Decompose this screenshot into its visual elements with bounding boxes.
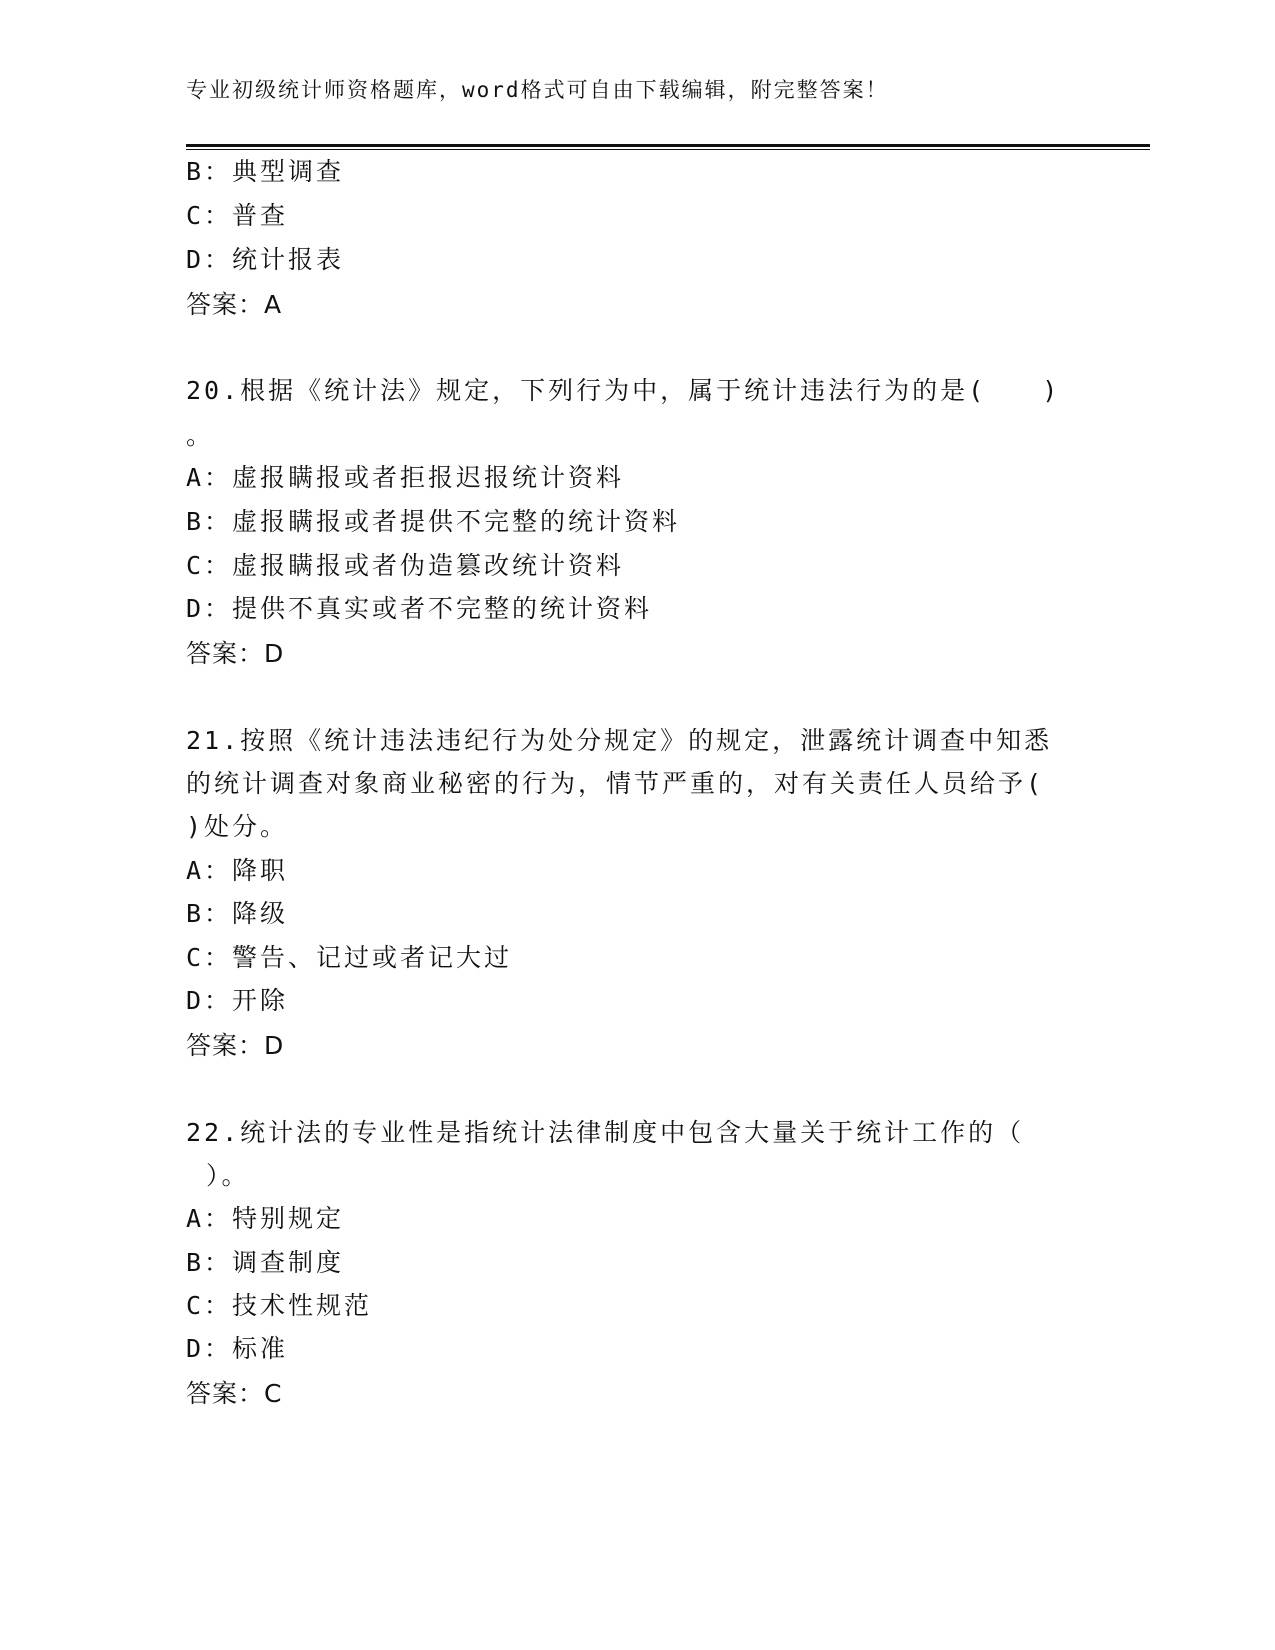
- page-header: 专业初级统计师资格题库，word格式可自由下载编辑，附完整答案！: [186, 78, 889, 102]
- question-21-option-b: B：降级: [186, 899, 289, 928]
- header-rule-thin: [186, 149, 1150, 150]
- question-21-option-d: D：开除: [186, 986, 289, 1015]
- question-20-option-c: C：虚报瞒报或者伪造篡改统计资料: [186, 551, 625, 580]
- question-22-stem-cont: ）。: [206, 1161, 250, 1190]
- question-21-option-a: A：降职: [186, 856, 289, 885]
- question-22-stem: 22.统计法的专业性是指统计法律制度中包含大量关于统计工作的（: [186, 1118, 1025, 1147]
- question-20-answer: 答案：D: [186, 639, 285, 668]
- question-20-stem-cont: 。: [186, 421, 215, 450]
- question-20-option-d: D：提供不真实或者不完整的统计资料: [186, 594, 653, 623]
- answer-line: 答案：A: [186, 290, 283, 319]
- question-22-option-c: C：技术性规范: [186, 1291, 373, 1320]
- question-21-stem-cont2: )处分。: [186, 812, 289, 841]
- question-22-answer: 答案：C: [186, 1379, 283, 1408]
- question-22-option-d: D：标准: [186, 1334, 289, 1363]
- question-20-option-b: B：虚报瞒报或者提供不完整的统计资料: [186, 507, 681, 536]
- question-21-option-c: C：警告、记过或者记大过: [186, 943, 513, 972]
- question-20-stem: 20.根据《统计法》规定，下列行为中，属于统计违法行为的是( ): [186, 376, 1061, 405]
- option-c: C：普查: [186, 201, 289, 230]
- question-21-answer: 答案：D: [186, 1031, 285, 1060]
- question-22-option-a: A：特别规定: [186, 1204, 345, 1233]
- question-21-stem-cont: 的统计调查对象商业秘密的行为，情节严重的，对有关责任人员给予(: [186, 769, 1045, 798]
- header-rule-thick: [186, 144, 1150, 147]
- question-20-option-a: A：虚报瞒报或者拒报迟报统计资料: [186, 463, 625, 492]
- option-b: B：典型调查: [186, 157, 345, 186]
- question-22-option-b: B：调查制度: [186, 1248, 345, 1277]
- option-d: D：统计报表: [186, 245, 345, 274]
- question-21-stem: 21.按照《统计违法违纪行为处分规定》的规定，泄露统计调查中知悉: [186, 726, 1053, 755]
